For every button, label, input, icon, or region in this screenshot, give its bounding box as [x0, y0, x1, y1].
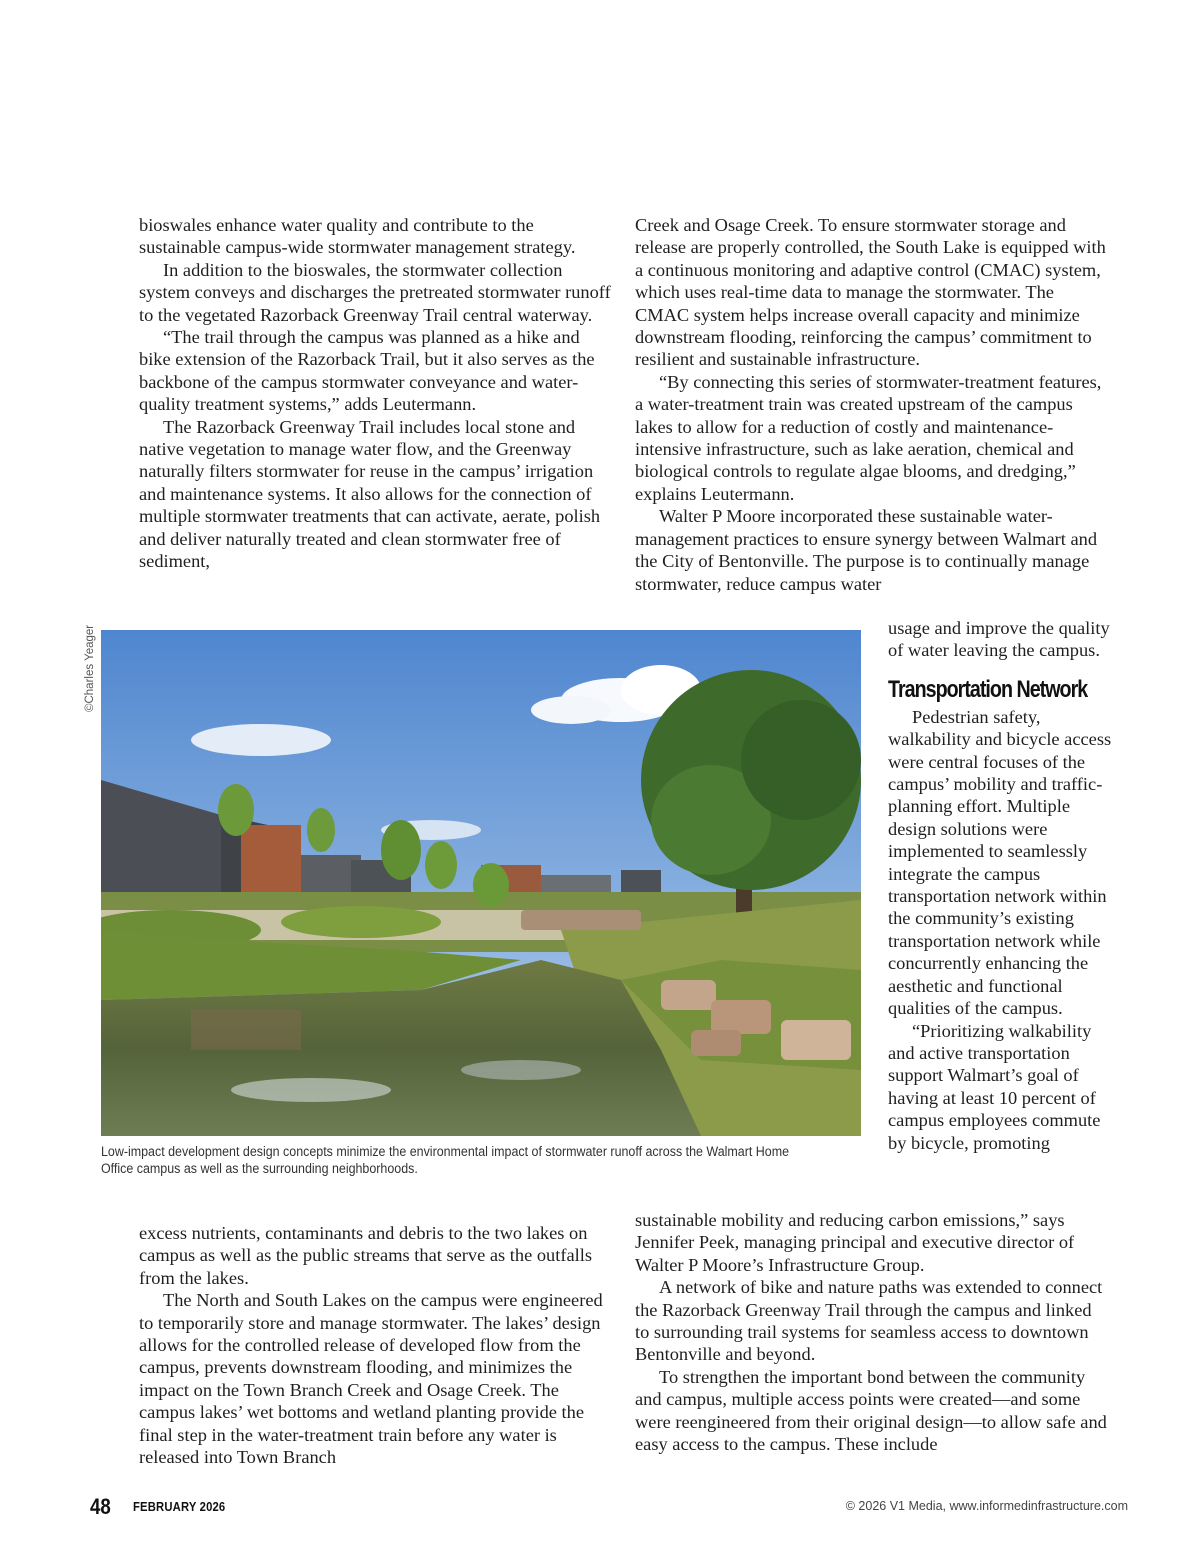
paragraph: “The trail through the campus was planned as a hike and bike extension of the Razorback Trail, but it also serves as the backbone of the campus stormwater conveyance and water-quality treatment systems,” adds Leutermann. [139, 327, 595, 415]
section-heading: Transportation Network [888, 675, 1088, 703]
paragraph: usage and improve the quality of water leaving the campus. [888, 618, 1110, 661]
paragraph: “By connecting this series of stormwater-treatment features, a water-treatment train was created upstream of the campus lakes to allow for a reduction of costly and maintenance-intensive infrastructure, such as lake aeration, chemical and biological controls to regulate algae blooms, and dredging,” explains Leutermann. [635, 371, 1102, 504]
column-left-top [139, 214, 614, 573]
column-right-bottom [635, 1209, 1110, 1455]
campus-waterway-photo [101, 630, 861, 1136]
column-right-narrow [888, 617, 1113, 1154]
paragraph: The Razorback Greenway Trail includes local stone and native vegetation to manage water flow, and the Greenway naturally filters stormwater for reuse in the campus’ irrigation and maintenance systems. It also allows for the connection of multiple stormwater treatments that can activate, aerate, polish and deliver naturally treated and clean stormwater free of sediment, [139, 416, 601, 572]
page-number: 48 [90, 1494, 111, 1519]
paragraph: To strengthen the important bond between the community and campus, multiple access points were created—and some were reengineered from their original design—to allow safe and easy access to the campus. These include [635, 1366, 1107, 1455]
photo-caption: Low-impact development design concepts minimize the environmental impact of stormwater runoff across the Walmart Home Office campus as well as the surrounding neighborhoods. [101, 1144, 789, 1176]
issue-date: FEBRUARY 2026 [133, 1500, 226, 1514]
paragraph: bioswales enhance water quality and contribute to the sustainable campus-wide stormwater management strategy. [139, 215, 576, 258]
paragraph: A network of bike and nature paths was extended to connect the Razorback Greenway Trail through the campus and linked to surrounding trail systems for seamless access to downtown Bentonville and beyond. [635, 1277, 1103, 1365]
paragraph: sustainable mobility and reducing carbon emissions,” says Jennifer Peek, managing principal and executive director of Walter P Moore’s Infrastructure Group. [635, 1210, 1075, 1275]
paragraph: Pedestrian safety, walkability and bicycle access were central focuses of the campus’ mobility and traffic-planning effort. Multiple design solutions were implemented to seamlessly integrate the campus transportation network within the community’s existing transportation network while concurrently enhancing the aesthetic and functional qualities of the campus. [888, 706, 1112, 1019]
column-right-top [635, 214, 1110, 595]
photo-credit: ©Charles Yeager [84, 624, 96, 712]
column-left-bottom [139, 1222, 614, 1468]
paragraph: “Prioritizing walkability and active transportation support Walmart’s goal of having at least 10 percent of campus employees commute by bicycle, promoting [888, 1020, 1101, 1153]
paragraph: In addition to the bioswales, the stormwater collection system conveys and discharges the pretreated stormwater runoff to the vegetated Razorback Greenway Trail central waterway. [139, 259, 611, 325]
copyright-notice: © 2026 V1 Media, www.informedinfrastructure.com [845, 1499, 1128, 1513]
paragraph: excess nutrients, contaminants and debris to the two lakes on campus as well as the public streams that serve as the outfalls from the lakes. [139, 1223, 592, 1288]
paragraph: The North and South Lakes on the campus were engineered to temporarily store and manage stormwater. The lakes’ design allows for the controlled release of developed flow from the campus, prevents downstream flooding, and minimizes the impact on the Town Branch Creek and Osage Creek. The campus lakes’ wet bottoms and wetland planting provide the final step in the water-treatment train before any water is released into Town Branch [139, 1290, 603, 1468]
paragraph: Walter P Moore incorporated these sustainable water-management practices to ensure synergy between Walmart and the City of Bentonville. The purpose is to continually manage stormwater, reduce campus water [635, 506, 1098, 594]
paragraph: Creek and Osage Creek. To ensure stormwater storage and release are properly controlled, the South Lake is equipped with a continuous monitoring and adaptive control (CMAC) system, which uses real-time data to manage the stormwater. The CMAC system helps increase overall capacity and minimize downstream flooding, reinforcing the campus’ commitment to resilient and sustainable infrastructure. [635, 215, 1106, 370]
